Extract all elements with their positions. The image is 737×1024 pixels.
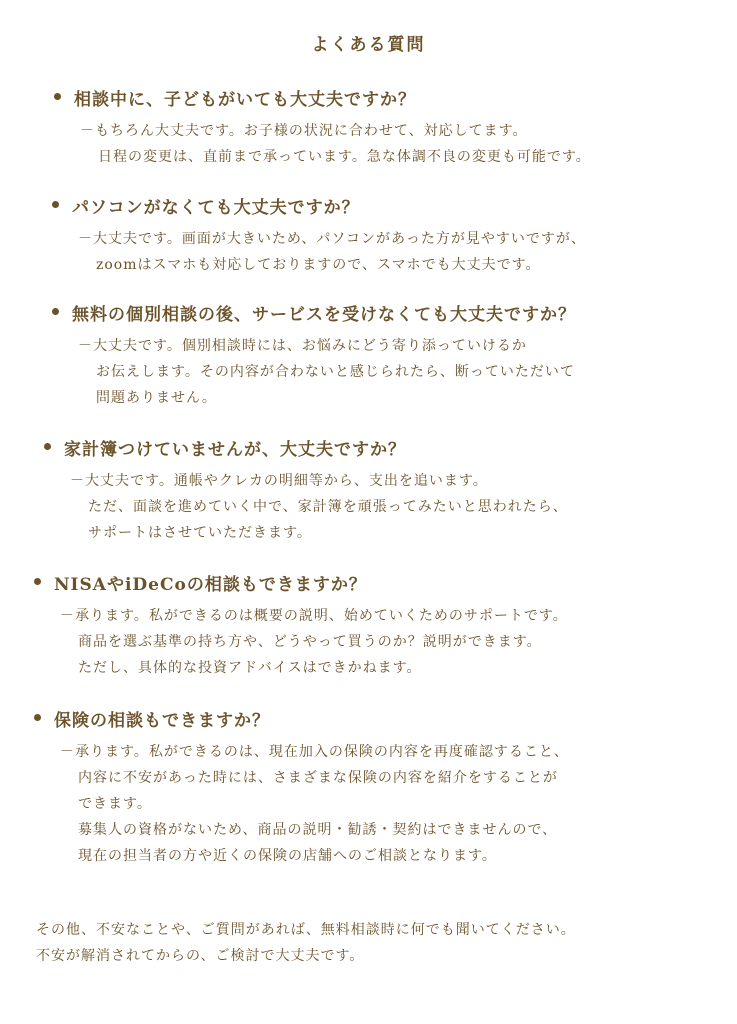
bullet-icon — [54, 93, 61, 100]
faq-question-text: 無料の個別相談の後、サービスを受けなくても大丈夫ですか？ — [72, 305, 576, 325]
faq-item — [44, 435, 568, 546]
faq-answer-line: －もちろん大丈夫です。お子様の状況に合わせて、対応してます。 — [80, 123, 528, 139]
faq-question-text: 保険の相談もできますか？ — [54, 711, 270, 731]
faq-answer-line: －大丈夫です。画面が大きいため、パソコンがあった方が見やすいですが、 — [78, 231, 586, 247]
faq-question-text: NISAやiDeCoの相談もできますか？ — [54, 575, 367, 595]
faq-question — [52, 193, 586, 218]
faq-answer-line: 日程の変更は、直前まで承っています。急な体調不良の変更も可能です。 — [98, 149, 591, 165]
faq-answer-line: ただ、面談を進めていく中で、家計簿を頑張ってみたいと思われたら、 — [88, 499, 568, 515]
bullet-icon — [44, 443, 51, 450]
faq-item — [34, 570, 568, 681]
bullet-icon — [52, 201, 59, 208]
faq-answer-line: 内容に不安があった時には、さまざまな保険の内容を紹介をすることが — [78, 770, 558, 786]
page-title: よくある質問 — [311, 35, 426, 55]
faq-answer — [60, 603, 568, 681]
faq-answer — [80, 118, 591, 170]
faq-answer — [70, 468, 568, 546]
faq-question — [52, 300, 576, 325]
faq-answer-line: サポートはさせていただきます。 — [88, 525, 312, 541]
faq-answer-line: お伝えします。その内容が合わないと感じられたら、断っていただいて — [96, 364, 575, 380]
faq-answer-line: 現在の担当者の方や近くの保険の店舗へのご相談となります。 — [78, 848, 497, 864]
faq-answer-line: －大丈夫です。通帳やクレカの明細等から、支出を追います。 — [70, 473, 488, 489]
faq-question — [34, 570, 568, 595]
faq-item — [54, 85, 591, 170]
faq-question-text: 相談中に、子どもがいても大丈夫ですか？ — [74, 90, 416, 110]
faq-answer-line: 募集人の資格がないため、商品の説明・勧誘・契約はできませんので、 — [78, 822, 558, 838]
faq-answer — [78, 226, 586, 278]
faq-question — [44, 435, 568, 460]
closing-line: その他、不安なことや、ご質問があれば、無料相談時に何でも聞いてください。 — [36, 922, 576, 938]
faq-answer-line: 問題ありません。 — [96, 390, 217, 406]
faq-item — [34, 706, 569, 869]
faq-answer-line: できます。 — [78, 796, 152, 812]
faq-answer — [60, 739, 569, 869]
faq-question — [54, 85, 591, 110]
faq-answer-line: －承ります。私ができるのは概要の説明、始めていくためのサポートです。 — [60, 608, 568, 624]
faq-answer — [78, 333, 576, 411]
faq-item — [52, 300, 576, 411]
faq-question-text: 家計簿つけていませんが、大丈夫ですか？ — [64, 440, 406, 460]
bullet-icon — [34, 714, 41, 721]
faq-answer-line: zoomはスマホも対応しておりますので、スマホでも大丈夫です。 — [96, 257, 541, 273]
closing-line: 不安が解消されてからの、ご検討で大丈夫です。 — [36, 948, 365, 964]
closing-note — [36, 917, 576, 969]
faq-question-text: パソコンがなくても大丈夫ですか？ — [72, 198, 360, 218]
faq-answer-line: －承ります。私ができるのは、現在加入の保険の内容を再度確認すること、 — [60, 744, 569, 760]
faq-question — [34, 706, 569, 731]
bullet-icon — [34, 578, 41, 585]
faq-answer-line: ただし、具体的な投資アドバイスはできかねます。 — [78, 660, 422, 676]
faq-answer-line: －大丈夫です。個別相談時には、お悩みにどう寄り添っていけるか — [78, 338, 527, 354]
bullet-icon — [52, 308, 59, 315]
faq-item — [52, 193, 586, 278]
faq-answer-line: 商品を選ぶ基準の持ち方や、どうやって買うのか？説明ができます。 — [78, 634, 542, 650]
